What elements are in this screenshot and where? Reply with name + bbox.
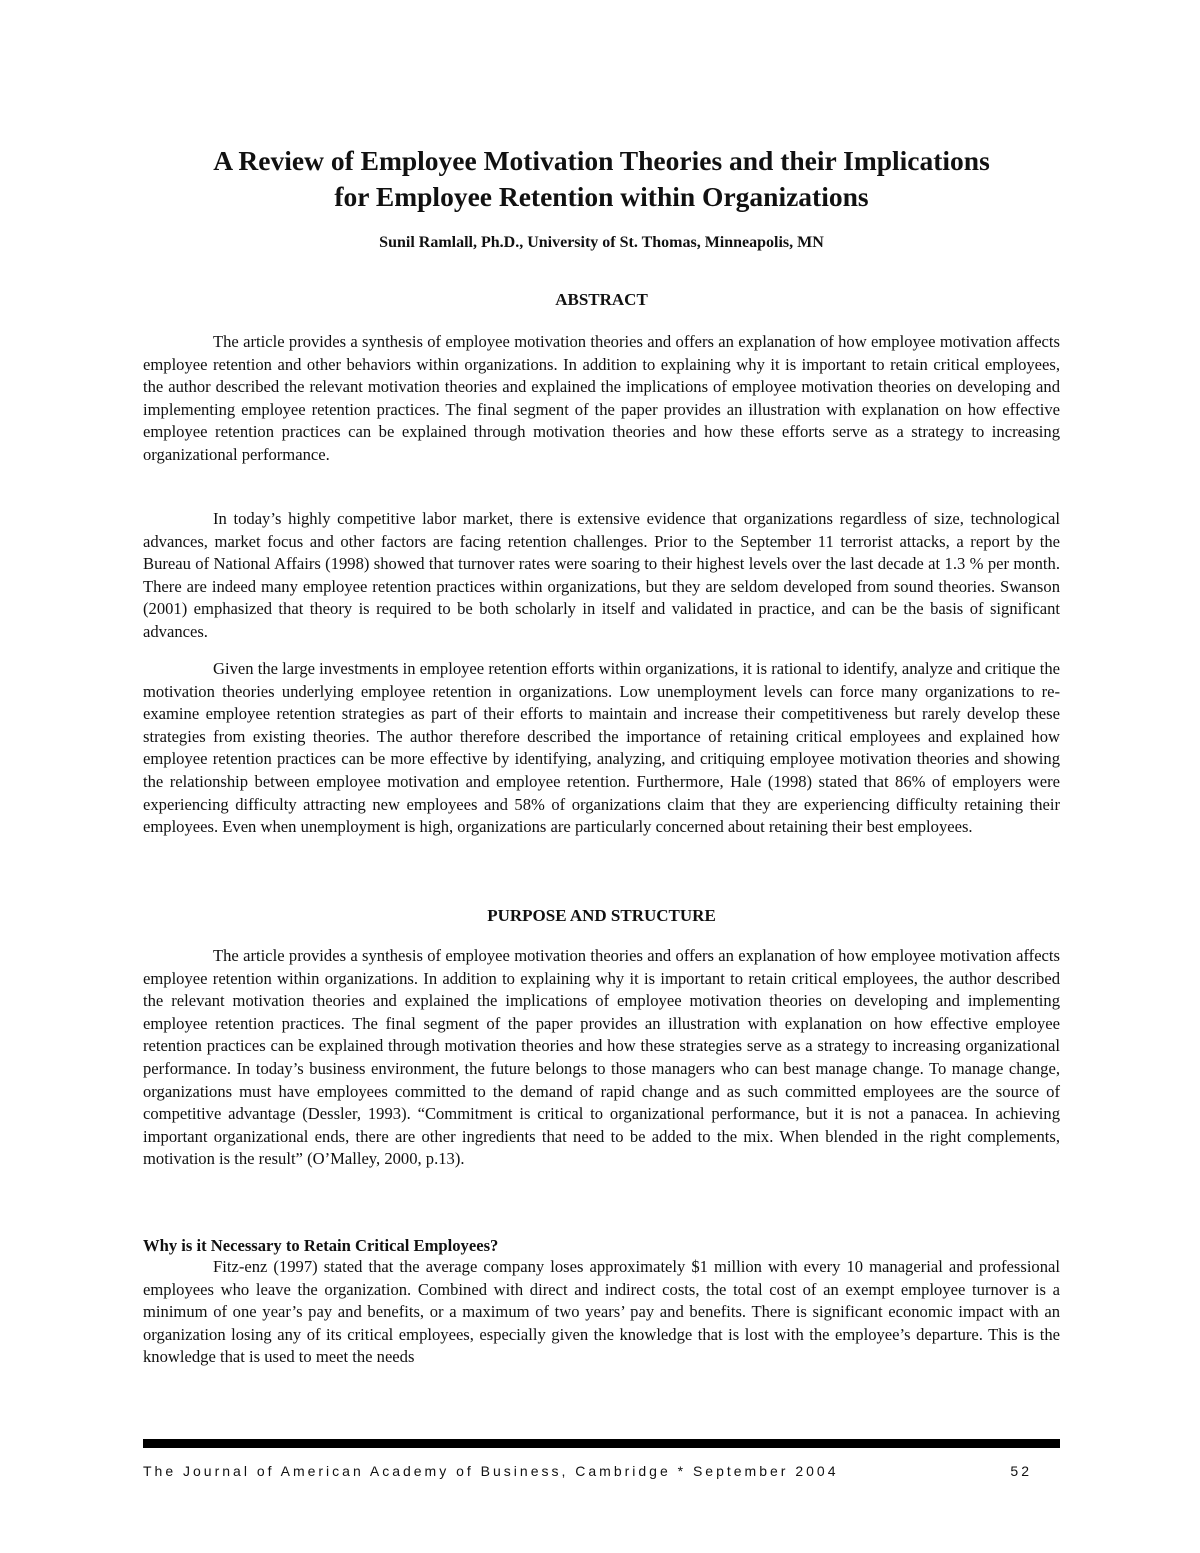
abstract-paragraph-3: Given the large investments in employee retention efforts within organizations, it is rational to identify, analyze and critique the motivation theories underlying employee retention in organizations. Low unemployment levels can force many organizations to re-examine employee retention strategies as part of their efforts to maintain and increase their competitiveness but rarely develop these strategies from existing theories. The author therefore described the importance of retaining critical employees and explained how employee retention practices can be more effective by identifying, analyzing, and critiquing employee motivation theories and showing the relationship between employee motivation and employee retention. Furthermore, Hale (1998) stated that 86% of employers were experiencing difficulty attracting new employees and 58% of organizations claim that they are experiencing difficulty retaining their employees. Even when unemployment is high, organizations are particularly concerned about retaining their best employees. bbox=[143, 659, 1060, 837]
abstract-paragraph-1: The article provides a synthesis of employee motivation theories and offers an explanation of how employee motivation affects employee retention and other behaviors within organizations. In addition to explaining why it is important to retain critical employees, the author described the relevant motivation theories and explained the implications of employee motivation theories on developing and implementing employee retention practices. The final segment of the paper provides an illustration with explanation on how effective employee retention practices can be explained through motivation theories and how these efforts serve as a strategy to increasing organizational performance. bbox=[143, 332, 1060, 464]
abstract-section bbox=[143, 331, 1060, 467]
why-retain-heading: Why is it Necessary to Retain Critical Employees? bbox=[143, 1236, 499, 1255]
page-number: 52 bbox=[1010, 1463, 1032, 1479]
why-retain-paragraph: Fitz-enz (1997) stated that the average company loses approximately $1 million with every 10 managerial and professional employees who leave the organization. Combined with direct and indirect costs, the total cost of an exempt employee turnover is a minimum of one year’s pay and benefits, or a maximum of two years’ pay and benefits. There is significant economic impact with an organization losing any of its critical employees, especially given the knowledge that is lost with the employee’s departure. This is the knowledge that is used to meet the needs bbox=[143, 1257, 1060, 1367]
abstract-paragraph-2: In today’s highly competitive labor market, there is extensive evidence that organizations regardless of size, technological advances, market focus and other factors are facing retention challenges. Prior to the September 11 terrorist attacks, a report by the Bureau of National Affairs (1998) showed that turnover rates were soaring to their highest levels over the last decade at 1.3 % per month. There are indeed many employee retention practices within organizations, but they are seldom developed from sound theories. Swanson (2001) emphasized that theory is required to be both scholarly in itself and validated in practice, and can be the basis of significant advances. bbox=[143, 509, 1060, 641]
purpose-paragraph: The article provides a synthesis of employee motivation theories and offers an explanation of how employee motivation affects employee retention within organizations. In addition to explaining why it is important to retain critical employees, the author described the relevant motivation theories and explained the implications of employee motivation theories on developing and implementing employee retention practices. The final segment of the paper provides an illustration with explanation on how effective employee retention practices can be explained through motivation theories and how these strategies serve as a strategy to increasing organizational performance. In today’s business environment, the future belongs to those managers who can best manage change. To manage change, organizations must have employees committed to the demand of rapid change and as such committed employees are the source of competitive advantage (Dessler, 1993). “Commitment is critical to organizational performance, but it is not a panacea. In achieving important organizational ends, there are other ingredients that need to be added to the mix. When blended in the right complements, motivation is the result” (O’Malley, 2000, p.13). bbox=[143, 946, 1060, 1169]
abstract-heading: ABSTRACT bbox=[555, 290, 648, 309]
title-line-2: for Employee Retention within Organizations bbox=[334, 181, 869, 212]
title-line-1: A Review of Employee Motivation Theories and their Implications bbox=[213, 145, 990, 176]
intro-section bbox=[143, 508, 1060, 644]
purpose-heading: PURPOSE AND STRUCTURE bbox=[487, 906, 716, 925]
author-line: Sunil Ramlall, Ph.D., University of St. Thomas, Minneapolis, MN bbox=[379, 234, 824, 251]
purpose-section bbox=[143, 945, 1060, 1171]
why-retain-section bbox=[143, 1256, 1060, 1369]
intro-section-2 bbox=[143, 658, 1060, 839]
footer-rule bbox=[143, 1439, 1060, 1448]
paper-title bbox=[143, 143, 1060, 215]
journal-citation: The Journal of American Academy of Business, Cambridge * September 2004 bbox=[143, 1463, 839, 1479]
